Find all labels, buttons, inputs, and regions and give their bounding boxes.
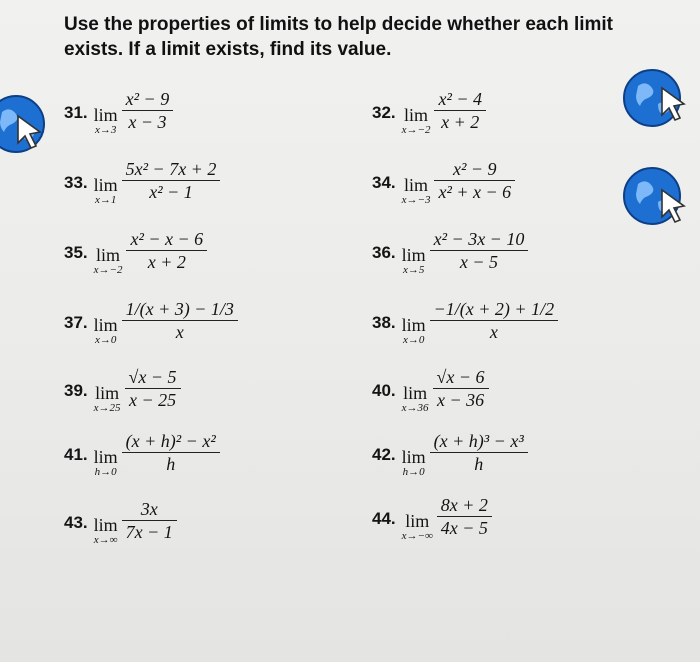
limit-operator: lim x→−2 <box>401 104 431 136</box>
problem-42 <box>372 430 528 478</box>
problem-38 <box>372 298 558 346</box>
fraction <box>430 430 528 475</box>
problem-number: 35. <box>64 242 88 262</box>
fraction <box>125 366 181 411</box>
fraction <box>122 430 220 475</box>
fraction <box>430 228 529 273</box>
problem-number: 44. <box>372 508 396 528</box>
limit-subscript: x→−3 <box>401 193 431 206</box>
fraction <box>122 88 174 133</box>
limit-operator: lim x→−∞ <box>401 510 433 542</box>
numerator: x² − 4 <box>438 89 482 109</box>
limit-operator: lim x→25 <box>93 382 121 414</box>
limit-operator: lim x→5 <box>401 244 426 276</box>
denominator: x <box>175 322 184 343</box>
numerator: (x + h)³ − x³ <box>433 431 524 451</box>
globe-cursor-icon <box>0 94 58 156</box>
limit-operator: lim x→3 <box>93 104 118 136</box>
denominator: x² + x − 6 <box>438 182 512 203</box>
problem-number: 33. <box>64 172 88 192</box>
denominator: 4x − 5 <box>440 518 488 539</box>
problem-39 <box>64 366 181 414</box>
fraction <box>434 88 486 133</box>
fraction <box>126 228 207 273</box>
problem-number: 34. <box>372 172 396 192</box>
fraction <box>122 158 221 203</box>
denominator: x + 2 <box>441 112 480 133</box>
limit-subscript: x→36 <box>401 401 429 414</box>
problem-43 <box>64 498 177 546</box>
limit-subscript: x→0 <box>402 333 425 346</box>
problem-number: 39. <box>64 380 88 400</box>
numerator: (x + h)² − x² <box>125 431 216 451</box>
numerator: −1/(x + 2) + 1/2 <box>433 299 555 319</box>
limit-operator: lim x→0 <box>93 314 118 346</box>
denominator: x + 2 <box>147 252 186 273</box>
numerator: 1/(x + 3) − 1/3 <box>125 299 234 319</box>
limit-operator: lim h→0 <box>93 446 118 478</box>
limit-operator: lim x→1 <box>93 174 118 206</box>
problem-36 <box>372 228 528 276</box>
denominator: x − 36 <box>436 390 485 411</box>
limit-subscript: x→∞ <box>93 533 118 546</box>
denominator: x − 5 <box>459 252 499 273</box>
limit-operator: lim x→−3 <box>401 174 431 206</box>
limit-subscript: h→0 <box>402 465 425 478</box>
fraction <box>433 366 489 411</box>
denominator: x − 3 <box>128 112 167 133</box>
numerator: x² − 9 <box>125 89 170 109</box>
numerator: 8x + 2 <box>440 495 488 515</box>
limit-subscript: x→0 <box>94 333 117 346</box>
fraction <box>430 298 558 343</box>
limit-operator: lim x→∞ <box>93 514 118 546</box>
numerator: x² − 9 <box>453 159 497 179</box>
problem-40 <box>372 366 489 414</box>
numerator: √x − 6 <box>436 367 485 387</box>
numerator: x² − 3x − 10 <box>433 229 525 249</box>
fraction <box>122 498 177 543</box>
denominator: h <box>166 454 176 475</box>
numerator: 5x² − 7x + 2 <box>125 159 217 179</box>
denominator: x − 25 <box>128 390 177 411</box>
problem-33 <box>64 158 220 206</box>
denominator: 7x − 1 <box>125 522 173 543</box>
fraction <box>122 298 238 343</box>
limit-subscript: x→25 <box>93 401 121 414</box>
problem-number: 42. <box>372 444 396 464</box>
problem-number: 37. <box>64 312 88 332</box>
limit-subscript: x→−∞ <box>401 529 433 542</box>
problem-number: 36. <box>372 242 396 262</box>
problem-34 <box>372 158 515 206</box>
problem-35 <box>64 228 207 276</box>
limit-subscript: x→−2 <box>401 123 431 136</box>
problem-32 <box>372 88 486 136</box>
limit-subscript: x→−2 <box>93 263 123 276</box>
globe-cursor-icon <box>622 68 694 130</box>
limit-operator: lim x→−2 <box>93 244 123 276</box>
problem-44 <box>372 494 492 542</box>
limit-operator: lim x→0 <box>401 314 426 346</box>
limit-operator: lim h→0 <box>401 446 426 478</box>
instructions-text: Use the properties of limits to help decide whether each limit exists. If a limit exists, find its value. <box>64 14 614 60</box>
problem-number: 43. <box>64 512 88 532</box>
denominator: h <box>474 454 484 475</box>
problem-31 <box>64 88 173 136</box>
problem-number: 32. <box>372 102 396 122</box>
limit-operator: lim x→36 <box>401 382 429 414</box>
denominator: x <box>489 322 498 343</box>
limit-subscript: x→1 <box>94 193 117 206</box>
fraction <box>437 494 492 539</box>
limit-subscript: x→5 <box>402 263 425 276</box>
problem-41 <box>64 430 220 478</box>
numerator: 3x <box>140 499 158 519</box>
problem-number: 40. <box>372 380 396 400</box>
problem-number: 31. <box>64 102 88 122</box>
problem-number: 38. <box>372 312 396 332</box>
globe-cursor-icon <box>622 166 694 228</box>
limit-subscript: h→0 <box>94 465 117 478</box>
fraction <box>434 158 515 203</box>
problem-number: 41. <box>64 444 88 464</box>
problem-37 <box>64 298 238 346</box>
numerator: x² − x − 6 <box>130 229 204 249</box>
limit-subscript: x→3 <box>94 123 117 136</box>
denominator: x² − 1 <box>149 182 193 203</box>
numerator: √x − 5 <box>128 367 177 387</box>
